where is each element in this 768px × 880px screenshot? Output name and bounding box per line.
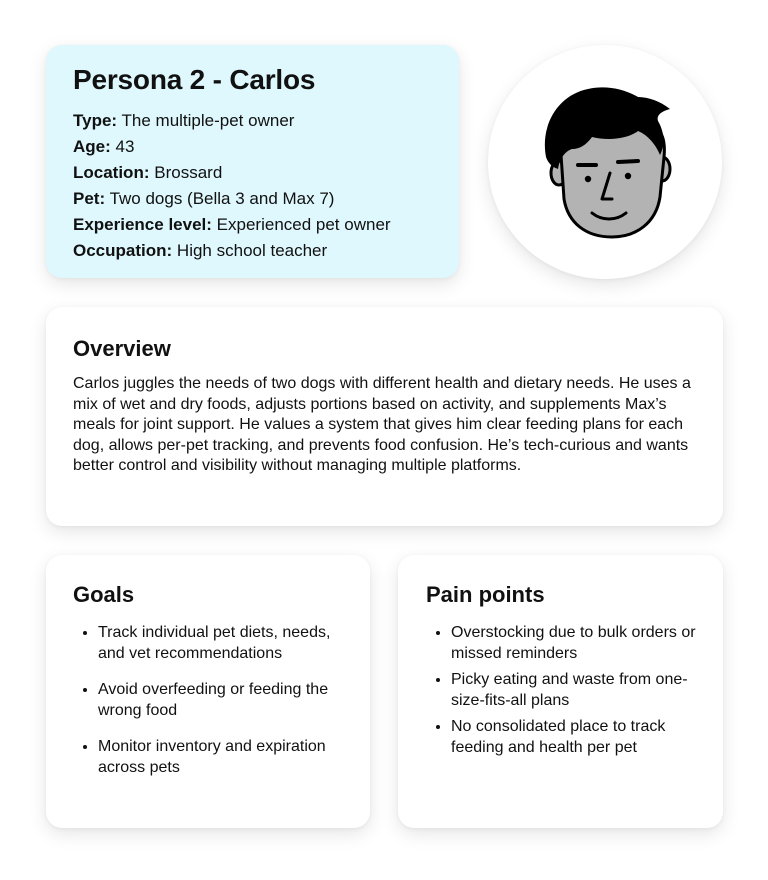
list-item: • Picky eating and waste from one-size-fits-all plans (451, 669, 696, 711)
attribute-value: 43 (115, 137, 135, 156)
goals-list (73, 622, 343, 778)
attribute-value: Two dogs (Bella 3 and Max 7) (109, 189, 335, 208)
pain-points-card (398, 555, 723, 828)
attribute-value: High school teacher (176, 241, 328, 260)
persona-card (46, 45, 459, 278)
attribute-label: Age (73, 137, 106, 156)
attribute-label: Type (73, 111, 112, 130)
man-face-illustration-icon (488, 45, 722, 279)
attribute-value: The multiple-pet owner (121, 111, 295, 130)
pain-points-list (426, 622, 696, 758)
goals-heading: Goals (73, 582, 135, 607)
attribute-location: Location: Brossard (73, 163, 223, 182)
attribute-pet: Pet: Two dogs (Bella 3 and Max 7) (73, 189, 335, 208)
attribute-occupation: Occupation: High school teacher (73, 241, 328, 260)
list-item: • Overstocking due to bulk orders or missed reminders (451, 622, 696, 664)
avatar (488, 45, 722, 279)
attribute-experience: Experience level: Experienced pet owner (73, 215, 391, 234)
overview-text: Carlos juggles the needs of two dogs with different health and dietary needs. He uses a mix of wet and dry foods, adjusts portions based on activity, and supplements Max’s meals for joint support. He values a system that gives him clear feeding plans for each dog, allows per-pet tracking, and prevents food confusion. He’s tech-curious and wants better control and visibility without managing multiple platforms. (73, 375, 691, 475)
attribute-label: Location (73, 163, 144, 182)
attribute-age: Age: 43 (73, 137, 135, 156)
goals-card (46, 555, 370, 828)
attribute-label: Pet (73, 189, 100, 208)
pain-points-heading: Pain points (426, 582, 545, 607)
list-item: • No consolidated place to track feeding and health per pet (451, 716, 696, 758)
attribute-value: Experienced pet owner (216, 215, 391, 234)
list-item: • Monitor inventory and expiration across pets (98, 736, 343, 778)
overview-heading: Overview (73, 336, 171, 361)
attribute-value: Brossard (154, 163, 223, 182)
list-item: • Avoid overfeeding or feeding the wrong food (98, 679, 343, 721)
attribute-label: Experience level (73, 215, 207, 234)
attribute-type: Type: The multiple-pet owner (73, 111, 295, 130)
list-item: • Track individual pet diets, needs, and vet recommendations (98, 622, 343, 664)
persona-title: Persona 2 - Carlos (73, 64, 316, 95)
attribute-label: Occupation (73, 241, 167, 260)
overview-card (46, 307, 723, 526)
